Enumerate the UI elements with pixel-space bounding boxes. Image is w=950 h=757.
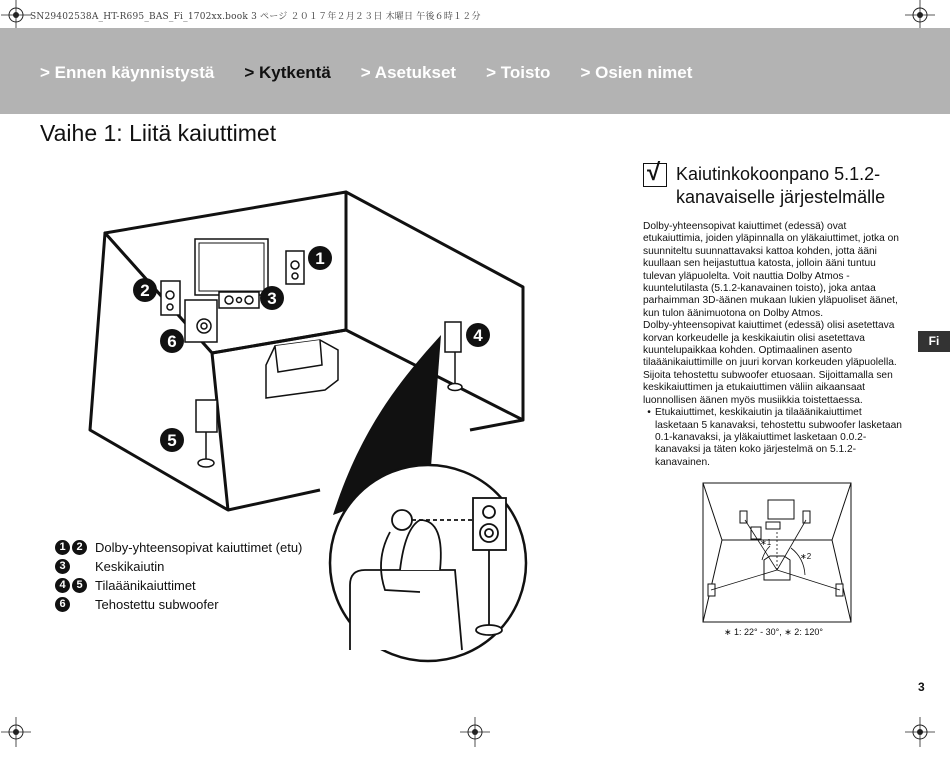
paragraph: Dolby-yhteensopivat kaiuttimet (edessä) ovat etukaiuttimia, joiden yläpinnalla on yläkaiuttimet, jotka on suunniteltu suunnattavaksi kattoa kohden, jotta ääni kuullaan sen heijastuttua katosta, jolloin ääni tuntuu tulevan yläpuolelta. Voit nauttia Dolby Atmos -kuuntelutilasta (5.1.2-kanavainen toisto), joka antaa parhaimman 3D-äänen mukaan lukien yläpuoliset äänet, kun tulon äänimuotona on Dolby Atmos. (643, 221, 899, 319)
config-heading (676, 163, 916, 209)
legend-number: 6 (55, 597, 70, 612)
legend-number: 5 (72, 578, 87, 593)
listener-head-icon (392, 510, 412, 530)
nav-item-settings[interactable]: > Asetukset (360, 63, 457, 82)
config-heading-line: Kaiutinkokoonpano 5.1.2- (676, 164, 881, 184)
bullet-item (643, 407, 908, 469)
checkbox-icon (643, 159, 667, 187)
diagram-tv-icon (768, 500, 794, 519)
page-title: Vaihe 1: Liitä kaiuttimet (40, 120, 277, 146)
speaker-layout-diagram (700, 480, 855, 628)
diagram-front-right-icon (803, 511, 810, 523)
config-description (643, 221, 908, 469)
legend-item (55, 595, 302, 614)
print-crop-header: SN29402538A_HT-R695_BAS_Fi_1702xx.book 3 ページ ２０１７年２月２３日 木曜日 午後６時１２分 (30, 12, 481, 22)
registration-mark-icon (1, 717, 31, 747)
language-tab: Fi (918, 331, 950, 352)
bullet-text: Etukaiuttimet, keskikaiutin ja tilaäänikaiuttimet lasketaan 5 kanavaksi, tehostettu subwoofer lasketaan 0.1-kanavaksi, ja yläkaiuttimet lasketaan 0.0.2-kanavaksi ja täten koko järjestelmä on 5.1.2-kanavainen. (655, 407, 902, 468)
nav-item-connections[interactable]: > Kytkentä (244, 63, 331, 82)
marker-1-label: 1 (315, 249, 325, 268)
legend-number: 1 (55, 540, 70, 555)
registration-mark-icon (1, 0, 31, 30)
marker-4-label: 4 (473, 326, 483, 345)
legend-label: Dolby-yhteensopivat kaiuttimet (etu) (95, 540, 303, 555)
paragraph: Dolby-yhteensopivat kaiuttimet (edessä) olisi asetettava korvan korkeudelle ja keskikaiutin olisi asetettava kuuntelupaikkaa kohden. Optimaalinen asento tilaäänikaiuttimille on juuri korvan korkeuden yläpuolella. Sijoita tehostettu subwoofer etuosaan. Sijoittamalla sen keskikaiuttimen ja etukaiuttimen väliin aikaansaat luonnollisen äänen myös musiikkia toistettaessa. (643, 320, 897, 406)
diagram-caption: ∗ 1: 22° - 30°, ∗ 2: 120° (724, 627, 823, 637)
registration-mark-icon (905, 0, 935, 30)
legend-number: 2 (72, 540, 87, 555)
marker-3-label: 3 (267, 289, 277, 308)
legend-item (55, 576, 302, 595)
nav-item-before-start[interactable]: > Ennen käynnistystä (40, 63, 215, 82)
nav-item-playback[interactable]: > Toisto (486, 63, 551, 82)
nav-item-part-names[interactable]: > Osien nimet (580, 63, 693, 82)
config-heading-line: kanavaiselle järjestelmälle (676, 187, 886, 207)
diagram-center-icon (766, 522, 780, 529)
speaker-legend (55, 538, 302, 614)
armchair-icon (350, 570, 462, 650)
check-mark-icon: √ (647, 159, 661, 186)
legend-item (55, 557, 302, 576)
bullet-icon: • (647, 407, 651, 419)
legend-label: Keskikaiutin (95, 559, 165, 574)
surround-right-speaker-icon (445, 322, 461, 352)
section-navigation (40, 63, 692, 83)
marker-2-label: 2 (140, 281, 150, 300)
registration-mark-icon (460, 717, 490, 747)
surround-left-speaker-icon (196, 400, 217, 432)
marker-5-label: 5 (167, 431, 177, 450)
marker-6-label: 6 (167, 332, 177, 351)
page-number: 3 (918, 680, 925, 694)
legend-number: 4 (55, 578, 70, 593)
diagram-angle-label: ∗1 (760, 538, 772, 547)
diagram-angle-label: ∗2 (800, 552, 812, 561)
legend-label: Tehostettu subwoofer (95, 597, 219, 612)
legend-item (55, 538, 302, 557)
registration-mark-icon (905, 717, 935, 747)
legend-label: Tilaäänikaiuttimet (95, 578, 196, 593)
legend-number: 3 (55, 559, 70, 574)
